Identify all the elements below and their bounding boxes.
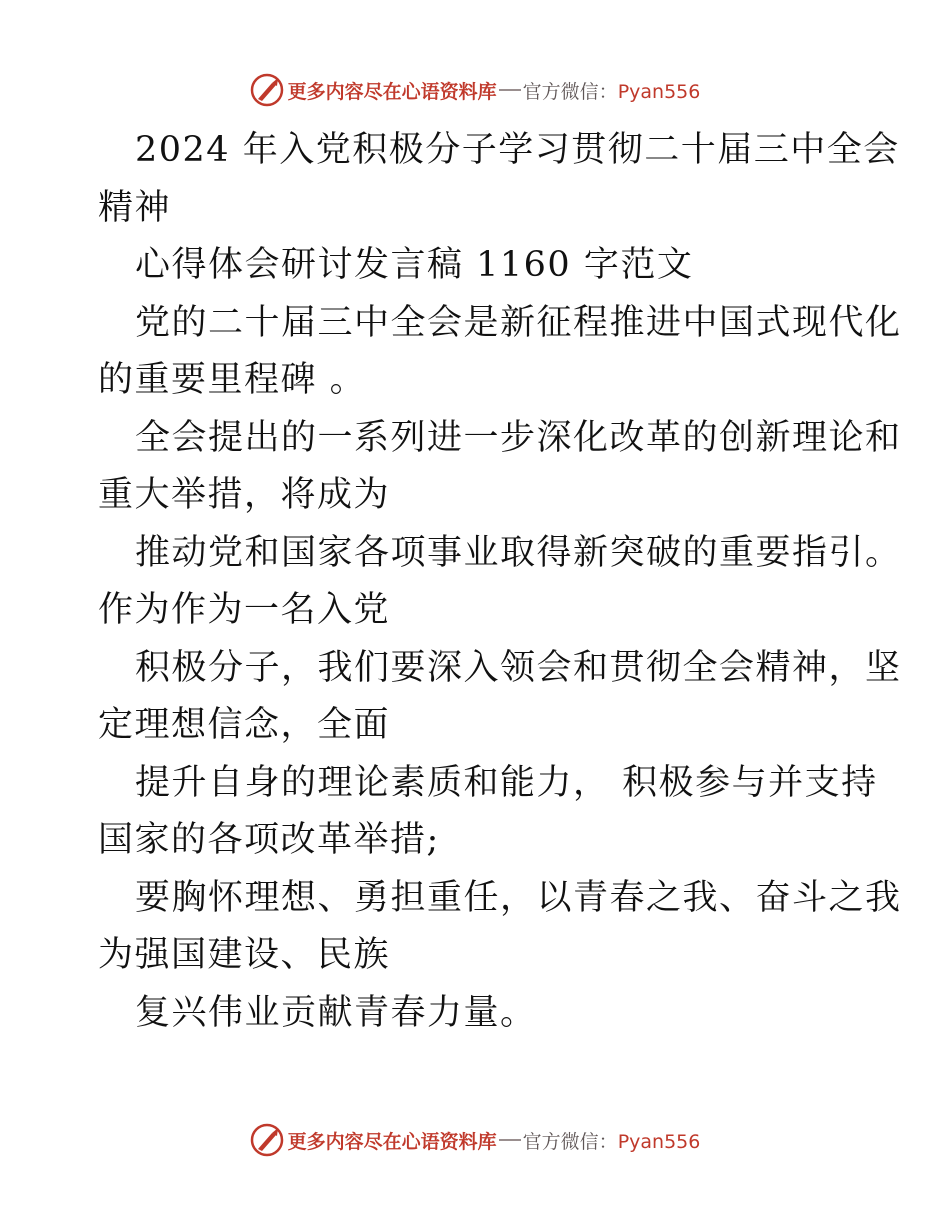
paragraph-line: 积极分子，我们要深入领会和贯彻全会精神，坚 xyxy=(135,647,902,688)
title-line-1: 2024 年入党积极分子学习贯彻二十届三中全会 xyxy=(135,130,900,170)
wechat-account: Pyan556 xyxy=(617,80,701,103)
paragraph-line: 推动党和国家各项事业取得新突破的重要指引。 xyxy=(135,532,902,573)
subtitle-line: 心得体会研讨发言稿 1160 字范文 xyxy=(135,245,694,285)
quill-pen-icon xyxy=(250,73,284,107)
watermark-header xyxy=(0,70,950,110)
paragraph-line: 作为作为一名入党 xyxy=(98,590,391,630)
watermark-text: 更多内容尽在心语资料库 xyxy=(287,80,497,103)
paragraph-line: 党的二十届三中全会是新征程推进中国式现代化 xyxy=(135,302,902,343)
paragraph-line: 重大举措，将成为 xyxy=(98,475,391,515)
paragraph-line: 国家的各项改革举措; xyxy=(98,820,440,860)
paragraph-line: 定理想信念，全面 xyxy=(98,705,391,745)
title-line-2: 精神 xyxy=(98,187,172,228)
document-body xyxy=(98,122,902,1042)
paragraph-line: 提升自身的理论素质和能力， 积极参与并支持 xyxy=(135,762,878,803)
watermark-footer xyxy=(0,1120,950,1160)
wechat-account: Pyan556 xyxy=(617,1130,701,1153)
quill-pen-icon xyxy=(250,1123,284,1157)
paragraph-line: 要胸怀理想、勇担重任，以青春之我、奋斗之我 xyxy=(135,877,902,918)
watermark-wechat xyxy=(523,1127,701,1154)
watermark-text: 更多内容尽在心语资料库 xyxy=(287,1130,497,1153)
paragraph-line: 全会提出的一系列进一步深化改革的创新理论和 xyxy=(135,417,902,458)
watermark-wechat xyxy=(523,77,701,104)
paragraph-line: 为强国建设、民族 xyxy=(98,935,391,975)
watermark-dash xyxy=(499,89,521,91)
watermark-dash xyxy=(499,1139,521,1141)
wechat-label: 官方微信： xyxy=(522,80,618,103)
paragraph-line: 的重要里程碑 。 xyxy=(98,360,367,400)
wechat-label: 官方微信： xyxy=(522,1130,618,1153)
paragraph-line: 复兴伟业贡献青春力量。 xyxy=(135,992,537,1033)
